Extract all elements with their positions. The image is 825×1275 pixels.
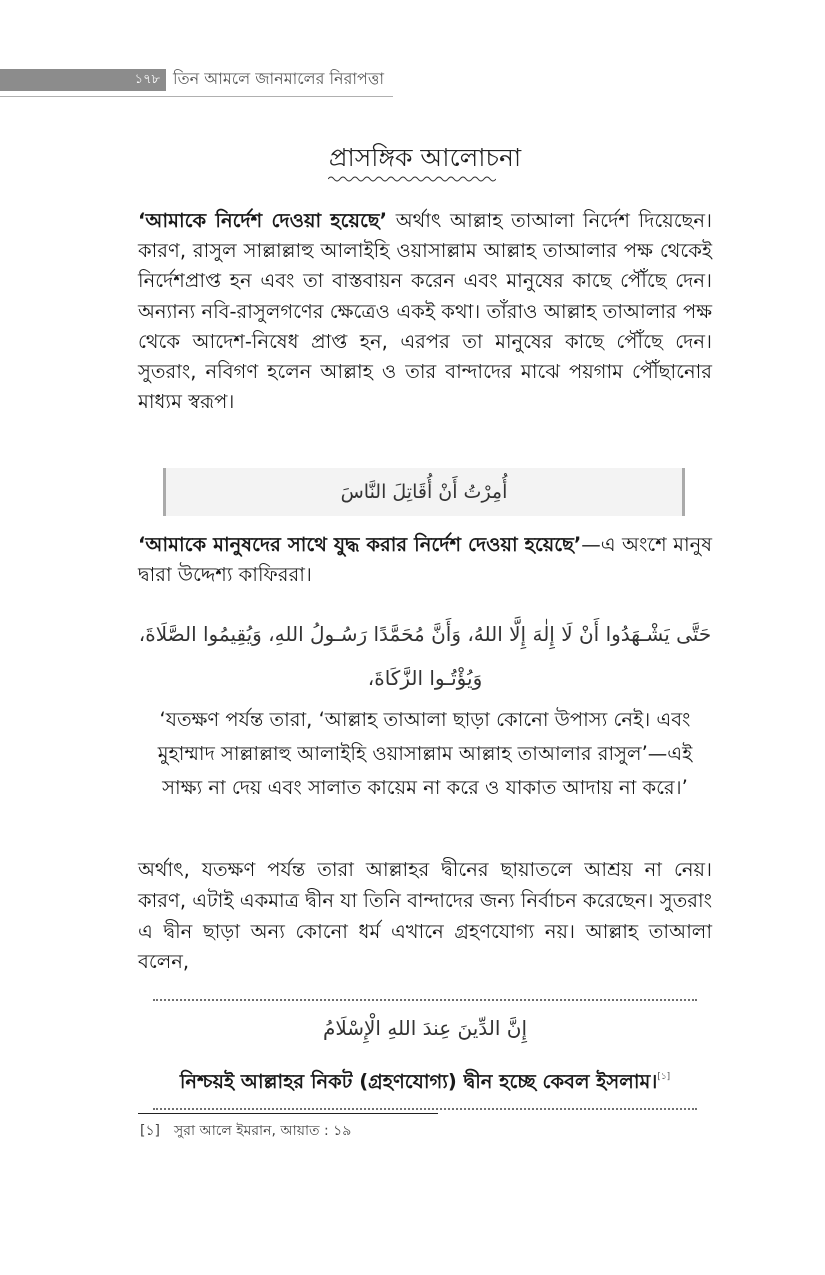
title-wave-ornament xyxy=(328,174,496,184)
paragraph-2-bold-lead: ‘আমাকে মানুষদের সাথে যুদ্ধ করার নির্দেশ দেওয়া হয়েছে’ xyxy=(138,533,582,556)
footnote-marker: [১] xyxy=(140,1123,161,1139)
footnote-reference[interactable]: [১] xyxy=(657,1072,671,1082)
verse-translation xyxy=(138,1060,712,1099)
paragraph-3: অর্থাৎ, যতক্ষণ পর্যন্ত তারা আল্লাহর দ্বীনের ছায়াতলে আশ্রয় না নেয়। কারণ, এটাই একমাত্র দ্বীন যা তিনি বান্দাদের জন্য নির্বাচন করেছেন। সুতরাং এ দ্বীন ছাড়া অন্য কোনো ধর্ম এখানে গ্রহণযোগ্য নয়। আল্লাহ তাআলা বলেন, xyxy=(138,858,712,974)
header-rule xyxy=(0,96,393,97)
paragraph-2 xyxy=(138,530,712,590)
hadith-arabic-text: حَتَّى يَشْـهَدُوا أَنْ لَا إِلٰهَ إِلَّا اللهُ، وَأَنَّ مُحَمَّدًا رَسُـولُ اللهِ، وَيُقِيمُوا الصَّلَاةَ، وَيُؤْتُـوا الزَّكَاةَ، xyxy=(138,622,712,690)
hadith-translation: ‘যতক্ষণ পর্যন্ত তারা, ‘আল্লাহ তাআলা ছাড়া কোনো উপাস্য নেই। এবং মুহাম্মাদ সাল্লাল্লাহু আলাইহি ওয়াসাল্লাম আল্লাহ তাআলার রাসুল’—এই সাক্ষ্য না দেয় এবং সালাত কায়েম না করে ও যাকাত আদায় না করে।’ xyxy=(157,708,693,799)
paragraph-1 xyxy=(138,206,712,417)
paragraph-1-text: অর্থাৎ আল্লাহ তাআলা নির্দেশ দিয়েছেন। কারণ, রাসুল সাল্লাল্লাহু আলাইহি ওয়াসাল্লাম আল্লাহ তাআলার পক্ষ থেকেই নির্দেশপ্রাপ্ত হন এবং তা বাস্তবায়ন করেন এবং মানুষের কাছে পৌঁছে দেন। অন্যান্য নবি-রাসুলগণের ক্ষেত্রেও একই কথা। তাঁরাও আল্লাহ তাআলার পক্ষ থেকে আদেশ-নিষেধ প্রাপ্ত হন, এরপর তা মানুষের কাছে পৌঁছে দেন। সুতরাং, নবিগণ হলেন আল্লাহ ও তার বান্দাদের মাঝে পয়গাম পৌঁছানোর মাধ্যম স্বরূপ। xyxy=(138,209,712,414)
wave-line xyxy=(328,177,496,181)
verse-arabic-text: إِنَّ الدِّينَ عِندَ اللهِ الْإِسْلَامُ xyxy=(322,1016,528,1040)
running-title: তিন আমলে জানমালের নিরাপত্তা xyxy=(173,69,384,88)
footnote-text: সুরা আলে ইমরান, আয়াত : ১৯ xyxy=(174,1123,352,1139)
footnote-rule xyxy=(138,1113,438,1114)
paragraph-1-bold-lead: ‘আমাকে নির্দেশ দেওয়া হয়েছে’ xyxy=(138,209,388,232)
quote-arabic-text: أُمِرْتُ أَنْ أُقَاتِلَ النَّاسَ xyxy=(340,481,508,503)
footnote xyxy=(140,1120,351,1142)
verse-rule-top xyxy=(153,999,697,1001)
paragraph-2-text: —এ অংশে মানুষ দ্বারা উদ্দেশ্য কাফিররা। xyxy=(138,533,713,587)
verse-translation-text: নিশ্চয়ই আল্লাহর নিকট (গ্রহণযোগ্য) দ্বীন হচ্ছে কেবল ইসলাম। xyxy=(179,1070,658,1093)
section-title: প্রাসঙ্গিক আলোচনা xyxy=(328,143,522,172)
page-number: ১৭৮ xyxy=(134,72,160,87)
quote-box xyxy=(163,468,685,516)
verse-rule-bottom xyxy=(153,1108,697,1110)
